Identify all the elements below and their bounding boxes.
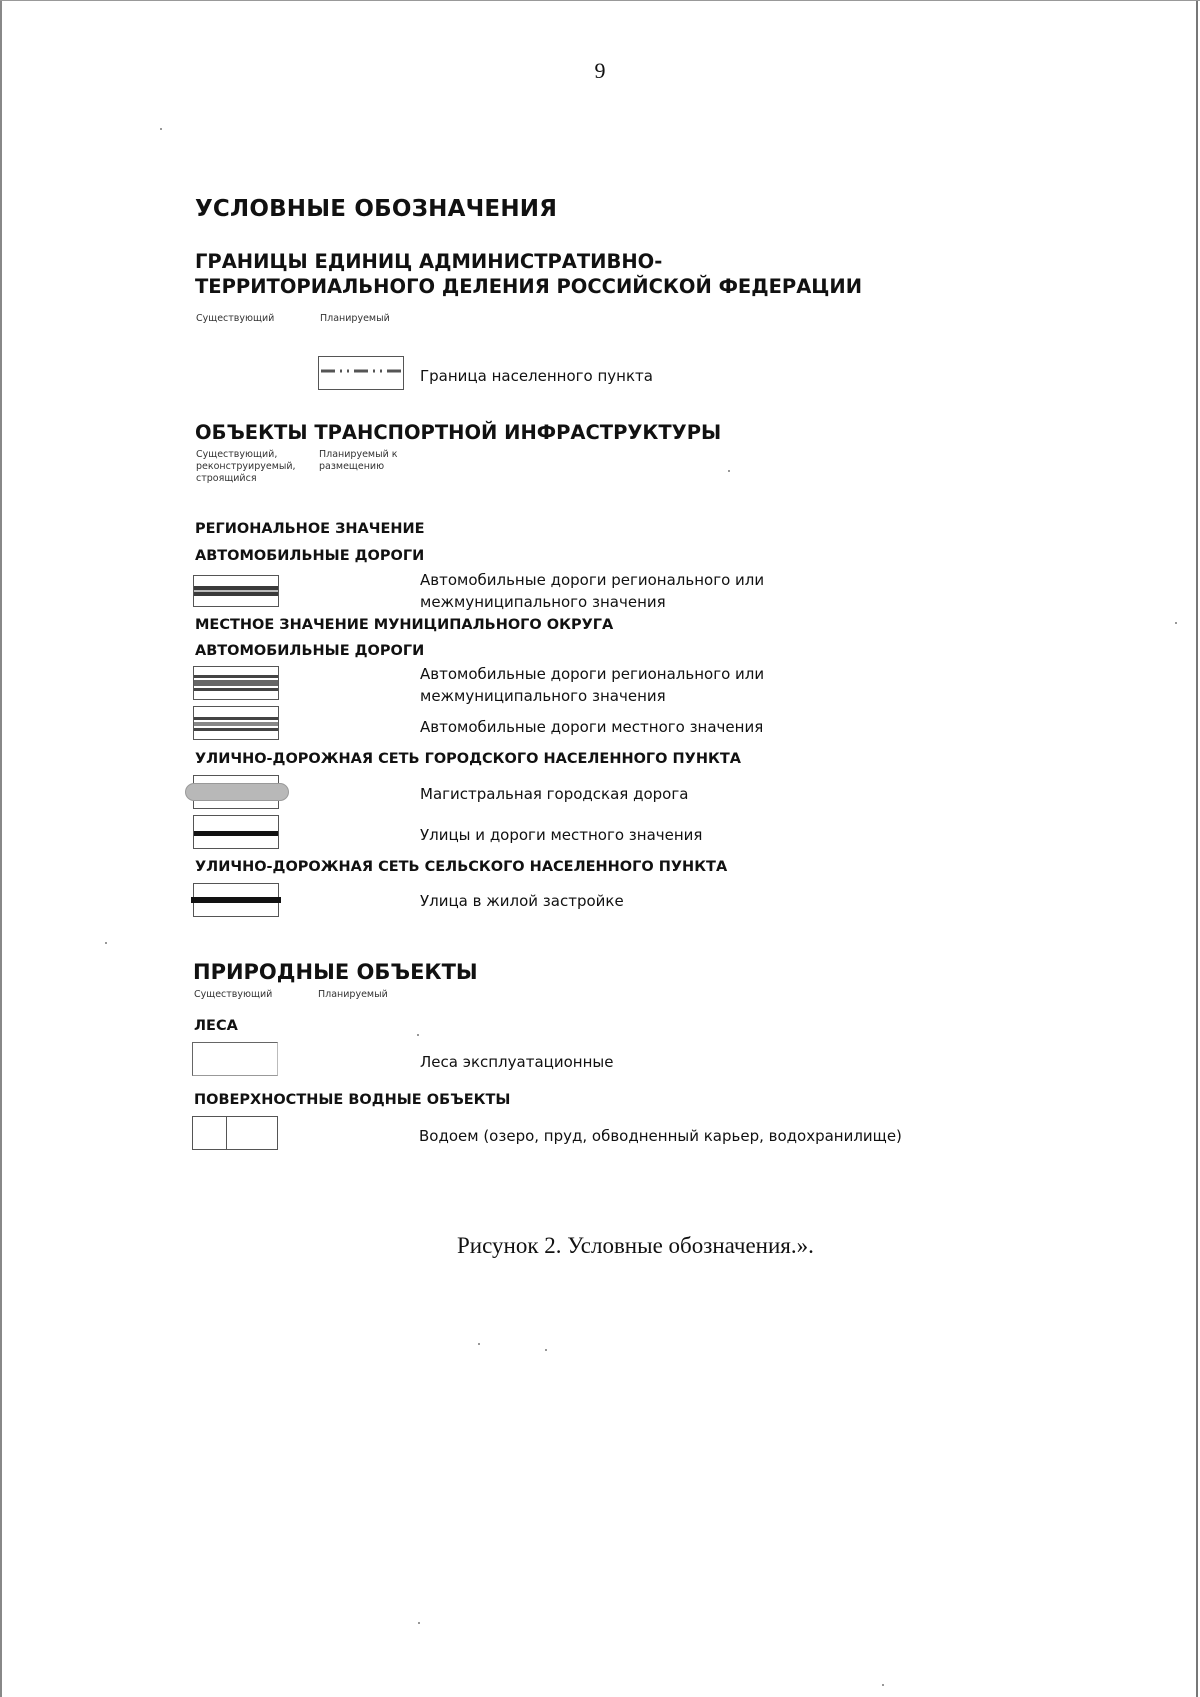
borders-status-existing: Существующий	[196, 313, 275, 324]
urban-local-road-label: Улицы и дороги местного значения	[420, 826, 703, 844]
figure-caption: Рисунок 2. Условные обозначения.».	[457, 1233, 814, 1258]
water-symbol-planned	[226, 1116, 278, 1150]
scan-speck	[418, 1622, 420, 1624]
regional-road-label: Автомобильные дороги регионального или межмуниципального значения	[420, 571, 765, 611]
urban-local-road-symbol	[193, 815, 279, 849]
local-roads-heading: АВТОМОБИЛЬНЫЕ ДОРОГИ	[195, 643, 425, 659]
rural-street-label: Улица в жилой застройке	[420, 892, 624, 910]
settlement-border-label: Граница населенного пункта	[420, 367, 653, 385]
scan-speck	[417, 1034, 419, 1036]
scan-speck	[728, 470, 730, 472]
main-title: УСЛОВНЫЕ ОБОЗНАЧЕНИЯ	[195, 196, 558, 222]
water-label: Водоем (озеро, пруд, обводненный карьер, водохранилище)	[419, 1127, 902, 1145]
rural-street-symbol	[193, 883, 279, 917]
water-symbol-existing	[192, 1116, 227, 1150]
regional-heading: РЕГИОНАЛЬНОЕ ЗНАЧЕНИЕ	[195, 521, 425, 537]
local-road-label: Автомобильные дороги местного значения	[420, 718, 764, 736]
settlement-border-symbol	[318, 356, 404, 390]
forest-symbol	[192, 1042, 278, 1076]
natural-status-existing: Существующий	[194, 989, 273, 1000]
forest-label: Леса эксплуатационные	[420, 1053, 614, 1071]
page-number: 9	[594, 58, 606, 83]
regional-roads-heading: АВТОМОБИЛЬНЫЕ ДОРОГИ	[195, 548, 425, 564]
local-regional-road-label: Автомобильные дороги регионального или межмуниципального значения	[420, 665, 765, 705]
urban-main-road-label: Магистральная городская дорога	[420, 785, 689, 803]
transport-title: ОБЪЕКТЫ ТРАНСПОРТНОЙ ИНФРАСТРУКТУРЫ	[195, 421, 722, 444]
scan-edge-right	[1196, 0, 1198, 1697]
natural-title: ПРИРОДНЫЕ ОБЪЕКТЫ	[193, 960, 478, 984]
forest-heading: ЛЕСА	[194, 1018, 238, 1034]
urban-main-road-symbol	[185, 783, 289, 801]
transport-status-existing: Существующий, реконструируемый, строящийся	[196, 449, 296, 484]
scan-speck	[882, 1684, 884, 1686]
rural-heading: УЛИЧНО-ДОРОЖНАЯ СЕТЬ СЕЛЬСКОГО НАСЕЛЕННОГО ПУНКТА	[195, 859, 728, 875]
scan-speck	[160, 128, 162, 130]
natural-status-planned: Планируемый	[318, 989, 388, 1000]
transport-status-planned: Планируемый к размещению	[319, 449, 398, 472]
scan-speck	[1175, 622, 1177, 624]
local-heading: МЕСТНОЕ ЗНАЧЕНИЕ МУНИЦИПАЛЬНОГО ОКРУГА	[195, 617, 614, 633]
borders-title: ГРАНИЦЫ ЕДИНИЦ АДМИНИСТРАТИВНО-ТЕРРИТОРИАЛЬНОГО ДЕЛЕНИЯ РОССИЙСКОЙ ФЕДЕРАЦИИ	[195, 250, 863, 298]
water-heading: ПОВЕРХНОСТНЫЕ ВОДНЫЕ ОБЪЕКТЫ	[194, 1092, 511, 1108]
scan-speck	[105, 942, 107, 944]
local-road-symbol	[193, 706, 279, 740]
scan-edge-top	[0, 0, 1200, 1]
scan-speck	[545, 1349, 547, 1351]
regional-road-symbol	[193, 575, 279, 607]
scan-speck	[478, 1343, 480, 1345]
scan-edge-left	[0, 0, 2, 1697]
borders-status-planned: Планируемый	[320, 313, 390, 324]
local-regional-road-symbol	[193, 666, 279, 700]
urban-heading: УЛИЧНО-ДОРОЖНАЯ СЕТЬ ГОРОДСКОГО НАСЕЛЕННОГО ПУНКТА	[195, 751, 741, 767]
